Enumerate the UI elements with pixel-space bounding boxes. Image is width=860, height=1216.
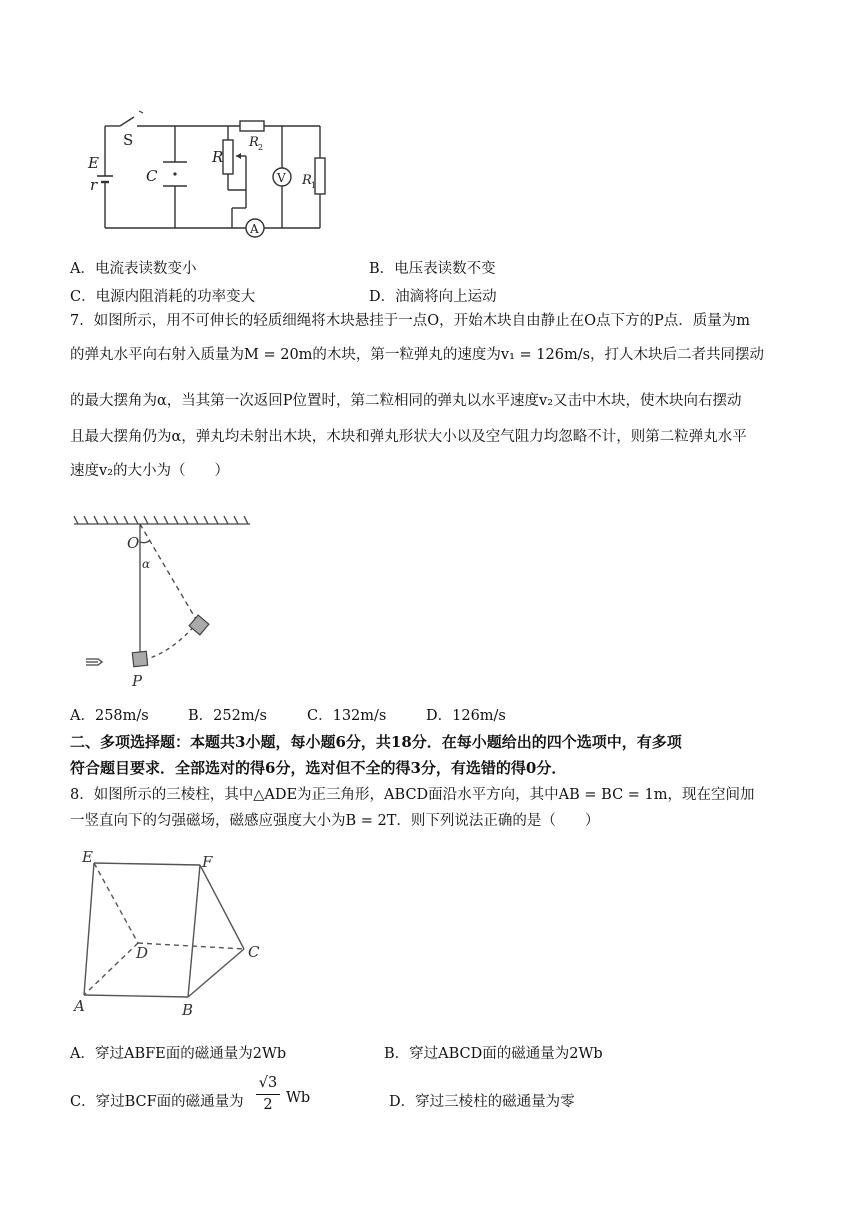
emf-label: E bbox=[88, 154, 99, 172]
r2-subscript: 2 bbox=[258, 143, 264, 152]
q7-line-1: 7．如图所示，用不可伸长的轻质细绳将木块悬挂于一点O，开始木块自由静止在O点下方的P点．质量为m bbox=[70, 313, 751, 329]
switch-label: S bbox=[123, 131, 134, 149]
fraction-denominator: 2 bbox=[263, 1097, 273, 1113]
q8-option-d: D．穿过三棱柱的磁通量为零 bbox=[389, 1094, 575, 1110]
q8-option-b: B．穿过ABCD面的磁通量为2Wb bbox=[384, 1046, 603, 1062]
r1-label: R bbox=[302, 173, 312, 188]
q7-line-5: 速度v₂的大小为（ ） bbox=[70, 463, 230, 479]
q7-line-3: 的最大摆角为α，当其第一次返回P位置时，第二粒相同的弹丸以水平速度v₂又击中木块，使木块向右摆动 bbox=[70, 393, 742, 409]
q6-option-d: D．油滴将向上运动 bbox=[369, 289, 497, 305]
angle-label-alpha: α bbox=[142, 557, 151, 571]
q8-line-2: 一竖直向下的匀强磁场，磁感应强度大小为B = 2T．则下列说法正确的是（ ） bbox=[70, 813, 600, 829]
r1-subscript: 1 bbox=[311, 181, 317, 190]
q6-option-c: C．电源内阻消耗的功率变大 bbox=[70, 289, 256, 305]
q7-option-c: C．132m/s bbox=[307, 708, 387, 724]
q6-option-b: B．电压表读数不变 bbox=[369, 261, 496, 277]
vertex-label-e: E bbox=[82, 848, 93, 866]
q7-line-2: 的弹丸水平向右射入质量为M = 20m的木块，第一粒弹丸的速度为v₁ = 126m/s，打人木块后二者共同摆动 bbox=[70, 347, 765, 363]
rheostat-label: R bbox=[212, 148, 224, 166]
q8-option-c-unit: Wb bbox=[286, 1090, 311, 1106]
capacitor-label: C bbox=[146, 167, 158, 185]
vertex-label-c: C bbox=[248, 943, 260, 961]
vertex-label-d: D bbox=[136, 944, 149, 962]
q7-option-b: B．252m/s bbox=[188, 708, 267, 724]
r2-label: R bbox=[249, 135, 259, 150]
pendulum-diagram bbox=[72, 512, 252, 692]
internal-resistance-label: r bbox=[90, 176, 98, 194]
vertex-label-f: F bbox=[202, 853, 213, 871]
q6-option-a: A．电流表读数变小 bbox=[70, 261, 197, 277]
q8-option-c-fraction bbox=[254, 1074, 282, 1115]
q7-option-a: A．258m/s bbox=[70, 708, 149, 724]
vertex-label-b: B bbox=[182, 1001, 194, 1019]
q8-line-1: 8．如图所示的三棱柱，其中△ADE为正三角形，ABCD面沿水平方向，其中AB = BC = 1m，现在空间加 bbox=[70, 787, 755, 803]
q7-line-4: 且最大摆角仍为α，弹丸均未射出木块，木块和弹丸形状大小以及空气阻力均忽略不计，则第二粒弹丸水平 bbox=[70, 429, 747, 445]
q7-option-d: D．126m/s bbox=[426, 708, 506, 724]
point-label-p: P bbox=[132, 672, 143, 690]
section-2-heading-line-1: 二、多项选择题：本题共3小题，每小题6分，共18分．在每小题给出的四个选项中，有多项 bbox=[70, 733, 682, 751]
vertex-label-a: A bbox=[74, 997, 85, 1015]
voltmeter-label: V bbox=[277, 171, 286, 185]
pivot-label-o: O bbox=[127, 534, 140, 552]
section-2-heading-line-2: 符合题目要求．全部选对的得6分，选对但不全的得3分，有选错的得0分． bbox=[70, 759, 567, 777]
fraction-numerator: √3 bbox=[258, 1075, 278, 1091]
prism-diagram bbox=[72, 845, 272, 1020]
ammeter-label: A bbox=[250, 222, 259, 236]
q8-option-c-prefix: C．穿过BCF面的磁通量为 bbox=[70, 1094, 244, 1110]
q8-option-c bbox=[70, 1090, 244, 1111]
q8-option-a: A．穿过ABFE面的磁通量为2Wb bbox=[70, 1046, 287, 1062]
circuit-diagram bbox=[80, 104, 340, 244]
